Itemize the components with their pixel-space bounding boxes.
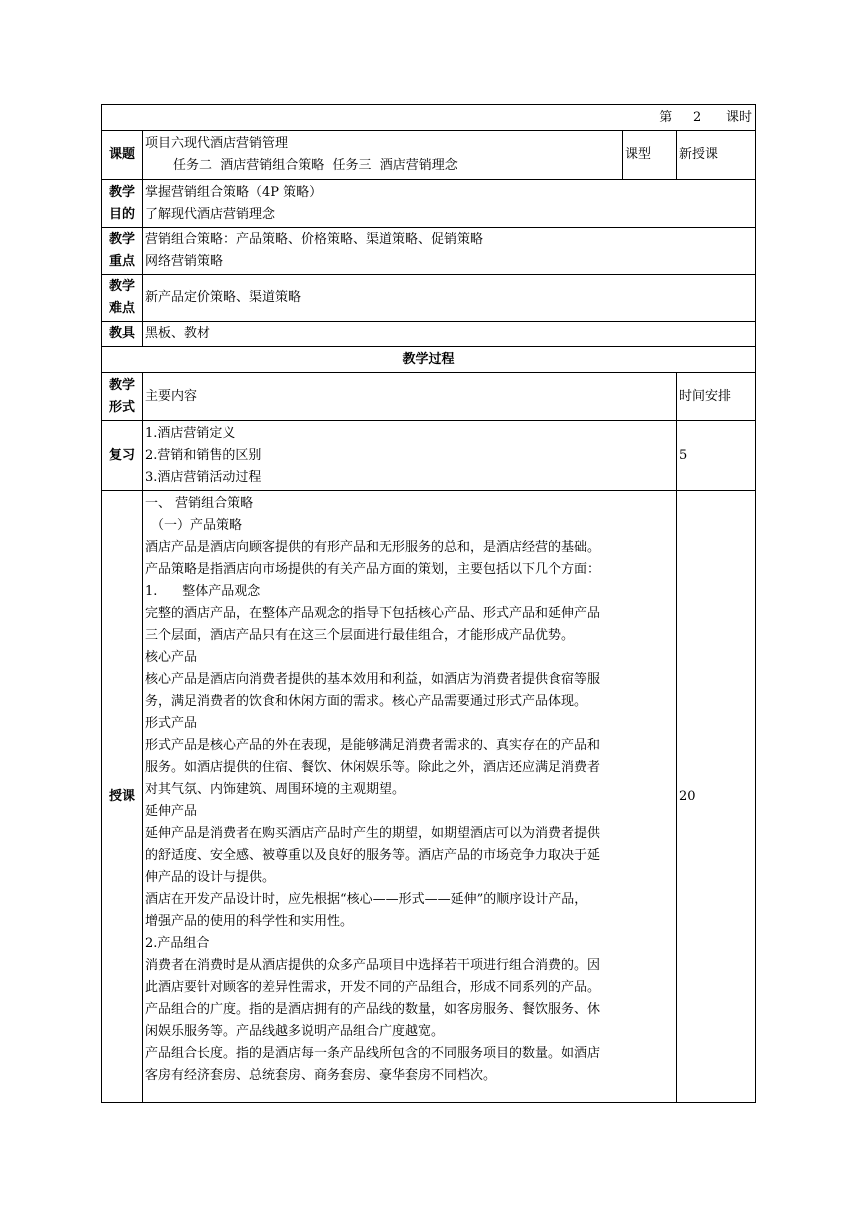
lecture-line: 伸产品的设计与提供。 [145, 870, 276, 885]
review-time: 5 [677, 421, 756, 491]
topic-content [143, 131, 623, 180]
period-row [102, 105, 756, 131]
lecture-line: 形式产品 [145, 716, 198, 731]
key-points-label [102, 228, 143, 275]
review-line-3: 3.酒店营销活动过程 [145, 469, 262, 485]
goals-row [102, 180, 756, 228]
lecture-line: 酒店产品是酒店向顾客提供的有形产品和无形服务的总和，是酒店经营的基础。 [145, 540, 601, 555]
goals-label-text: 教学目的 [108, 184, 135, 222]
review-row [102, 421, 756, 491]
lecture-line: 增强产品的使用的科学性和实用性。 [145, 914, 354, 929]
period-suffix: 课时 [726, 109, 753, 125]
lecture-line: （一）产品策略 [151, 518, 243, 533]
lecture-content [143, 491, 677, 1103]
lecture-line: 客房有经济套房、总统套房、商务套房、豪华套房不同档次。 [145, 1068, 497, 1083]
lecture-line: 务，满足消费者的饮食和休闲方面的需求。核心产品需要通过形式产品体现。 [145, 694, 588, 709]
lecture-line: 延伸产品 [145, 804, 198, 819]
form-label-text: 教学形式 [108, 377, 135, 415]
review-line-2: 2.营销和销售的区别 [145, 447, 262, 463]
lecture-line: 一、 营销组合策略 [145, 496, 254, 511]
lecture-line: 三个层面，酒店产品只有在这三个层面进行最佳组合，才能形成产品优势。 [145, 628, 575, 643]
lecture-line: 的舒适度、安全感、被尊重以及良好的服务等。酒店产品的市场竞争力取决于延 [145, 848, 601, 863]
lecture-line: 对其气氛、内饰建筑、周围环境的主观期望。 [145, 782, 406, 797]
lecture-line: 1. 整体产品观念 [145, 584, 261, 599]
difficulties-label-text: 教学难点 [108, 279, 135, 316]
key-points-row [102, 228, 756, 275]
process-title: 教学过程 [102, 347, 756, 373]
lecture-line: 2.产品组合 [145, 936, 210, 951]
lecture-label: 授课 [102, 491, 143, 1103]
lecture-line: 产品组合的广度。指的是酒店拥有的产品线的数量，如客房服务、餐饮服务、休 [145, 1002, 601, 1017]
process-title-row [102, 347, 756, 373]
review-line-1: 1.酒店营销定义 [145, 425, 236, 441]
review-label: 复习 [102, 421, 143, 491]
goal-line-1: 掌握营销组合策略（4P 策略） [145, 184, 323, 200]
tools-row [102, 322, 756, 347]
topic-label: 课题 [102, 131, 143, 180]
lesson-type-label: 课型 [623, 131, 677, 180]
lecture-line: 产品组合长度。指的是酒店每一条产品线所包含的不同服务项目的数量。如酒店 [145, 1046, 601, 1061]
process-header-row [102, 373, 756, 421]
lecture-time: 20 [677, 491, 756, 1103]
period-prefix: 第 [659, 109, 673, 125]
lecture-line: 闲娱乐服务等。产品线越多说明产品组合广度越宽。 [145, 1024, 445, 1039]
lecture-line: 消费者在消费时是从酒店提供的众多产品项目中选择若干项进行组合消费的。因 [145, 958, 601, 973]
lecture-line: 完整的酒店产品，在整体产品观念的指导下包括核心产品、形式产品和延伸产品 [145, 606, 601, 621]
lesson-type-value: 新授课 [677, 131, 756, 180]
goals-content [143, 180, 756, 228]
content-label: 主要内容 [143, 373, 677, 421]
topic-row [102, 131, 756, 180]
lecture-line: 形式产品是核心产品的外在表现，是能够满足消费者需求的、真实存在的产品和 [145, 738, 601, 753]
time-label: 时间安排 [677, 373, 756, 421]
lecture-line: 核心产品是酒店向消费者提供的基本效用和利益，如酒店为消费者提供食宿等服 [145, 672, 601, 687]
form-label [102, 373, 143, 421]
key-points-content [143, 228, 756, 275]
period-number: 2 [692, 109, 702, 125]
tools-content: 黑板、教材 [143, 322, 756, 347]
topic-line-1: 项目六现代酒店营销管理 [145, 136, 289, 151]
lecture-line: 产品策略是指酒店向市场提供的有关产品方面的策划，主要包括以下几个方面： [145, 562, 601, 577]
key-points-label-text: 教学重点 [108, 232, 135, 269]
key-point-line-2: 网络营销策略 [145, 254, 224, 269]
lecture-line: 此酒店要针对顾客的差异性需求，开发不同的产品组合，形成不同系列的产品。 [145, 980, 601, 995]
key-point-line-1: 营销组合策略：产品策略、价格策略、渠道策略、促销策略 [145, 232, 484, 247]
lecture-line: 延伸产品是消费者在购买酒店产品时产生的期望，如期望酒店可以为消费者提供 [145, 826, 601, 841]
lesson-plan-table [101, 104, 756, 1103]
lecture-row [102, 491, 756, 1103]
lecture-line: 核心产品 [145, 650, 198, 665]
tools-label: 教具 [102, 322, 143, 347]
difficulties-row [102, 275, 756, 322]
topic-line-2: 任务二 酒店营销组合策略 任务三 酒店营销理念 [173, 158, 458, 173]
difficulties-content: 新产品定价策略、渠道策略 [143, 275, 756, 322]
lecture-line: 酒店在开发产品设计时，应先根据“核心——形式——延伸”的顺序设计产品， [145, 892, 588, 907]
period-cell [102, 105, 756, 131]
lecture-line: 服务。如酒店提供的住宿、餐饮、休闲娱乐等。除此之外，酒店还应满足消费者 [145, 760, 601, 775]
goals-label [102, 180, 143, 228]
review-content [143, 421, 677, 491]
difficulties-label [102, 275, 143, 322]
goal-line-2: 了解现代酒店营销理念 [145, 206, 276, 222]
